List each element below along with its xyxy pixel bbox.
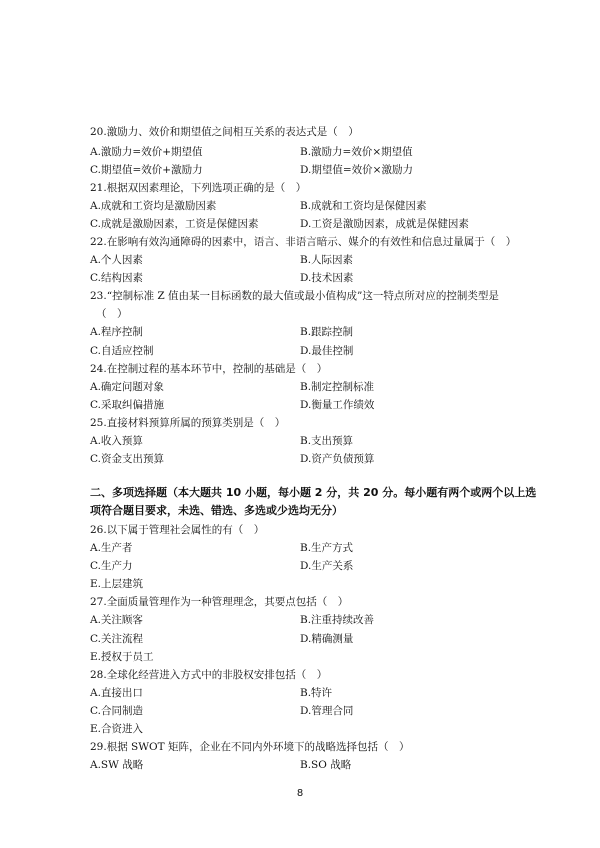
q26-option-d: D.生产关系	[300, 560, 354, 572]
q20-option-b: B.激励力=效价×期望值	[300, 146, 413, 158]
q24-option-b: B.制定控制标准	[300, 381, 375, 393]
q26-option-e: E.上层建筑	[90, 578, 144, 590]
question-27: 27.全面质量管理作为一种管理理念，其要点包括（ ）	[90, 596, 349, 608]
page-number: 8	[296, 788, 304, 799]
q21-option-b: B.成就和工资均是保健因素	[300, 200, 427, 212]
q20-option-c: C.期望值=效价+激励力	[90, 164, 203, 176]
q25-option-d: D.资产负债预算	[300, 453, 375, 465]
q25-option-c: C.资金支出预算	[90, 453, 164, 465]
q29-option-b: B.SO 战略	[300, 759, 352, 771]
question-22: 22.在影响有效沟通障碍的因素中，语言、非语言暗示、媒介的有效性和信息过量属于（ ）	[90, 236, 517, 248]
question-26: 26.以下属于管理社会属性的有（ ）	[90, 524, 265, 536]
q26-option-c: C.生产力	[90, 560, 133, 572]
q29-option-a: A.SW 战略	[90, 759, 144, 771]
q27-option-a: A.关注顾客	[90, 614, 143, 626]
question-23-continuation: （ ）	[96, 308, 128, 320]
q23-option-a: A.程序控制	[90, 326, 143, 338]
q27-option-d: D.精确测量	[300, 633, 354, 645]
q23-option-b: B.跟踪控制	[300, 326, 354, 338]
q22-option-a: A.个人因素	[90, 254, 143, 266]
q28-option-d: D.管理合同	[300, 705, 354, 717]
question-23: 23.“控制标准 Z 值由某一目标函数的最大值或最小值构成”这一特点所对应的控制类型是	[90, 290, 499, 302]
q23-option-d: D.最佳控制	[300, 345, 354, 357]
q27-option-c: C.关注流程	[90, 633, 143, 645]
q22-option-b: B.人际因素	[300, 254, 354, 266]
question-20: 20.激励力、效价和期望值之间相互关系的表达式是（ ）	[90, 126, 359, 138]
q22-option-d: D.技术因素	[300, 272, 354, 284]
q25-option-b: B.支出预算	[300, 435, 354, 447]
q25-option-a: A.收入预算	[90, 435, 143, 447]
q26-option-a: A.生产者	[90, 542, 133, 554]
q24-option-c: C.采取纠偏措施	[90, 399, 164, 411]
q23-option-c: C.自适应控制	[90, 345, 154, 357]
q24-option-a: A.确定问题对象	[90, 381, 164, 393]
section-2-heading-line-2: 项符合题目要求，未选、错选、多选或少选均无分）	[90, 504, 343, 517]
q24-option-d: D.衡量工作绩效	[300, 399, 375, 411]
q27-option-e: E.授权于员工	[90, 651, 154, 663]
q28-option-c: C.合同制造	[90, 705, 143, 717]
q20-option-d: D.期望值=效价×激励力	[300, 164, 413, 176]
q26-option-b: B.生产方式	[300, 542, 354, 554]
q28-option-b: B.特许	[300, 687, 333, 699]
question-25: 25.直接材料预算所属的预算类别是（ ）	[90, 417, 286, 429]
question-29: 29.根据 SWOT 矩阵，企业在不同内外环境下的战略选择包括（ ）	[90, 741, 410, 753]
question-24: 24.在控制过程的基本环节中，控制的基础是（ ）	[90, 363, 328, 375]
q20-option-a: A.激励力=效价+期望值	[90, 146, 203, 158]
q21-option-a: A.成就和工资均是激励因素	[90, 200, 217, 212]
q21-option-d: D.工资是激励因素，成就是保健因素	[300, 218, 469, 230]
question-21: 21.根据双因素理论，下列选项正确的是（ ）	[90, 182, 307, 194]
q22-option-c: C.结构因素	[90, 272, 143, 284]
q28-option-a: A.直接出口	[90, 687, 143, 699]
q21-option-c: C.成就是激励因素，工资是保健因素	[90, 218, 259, 230]
section-2-heading-line-1: 二、多项选择题（本大题共 10 小题，每小题 2 分，共 20 分。每小题有两个或两个以上选	[90, 486, 537, 499]
q27-option-b: B.注重持续改善	[300, 614, 375, 626]
question-28: 28.全球化经营进入方式中的非股权安排包括（ ）	[90, 669, 328, 681]
q28-option-e: E.合资进入	[90, 723, 144, 735]
